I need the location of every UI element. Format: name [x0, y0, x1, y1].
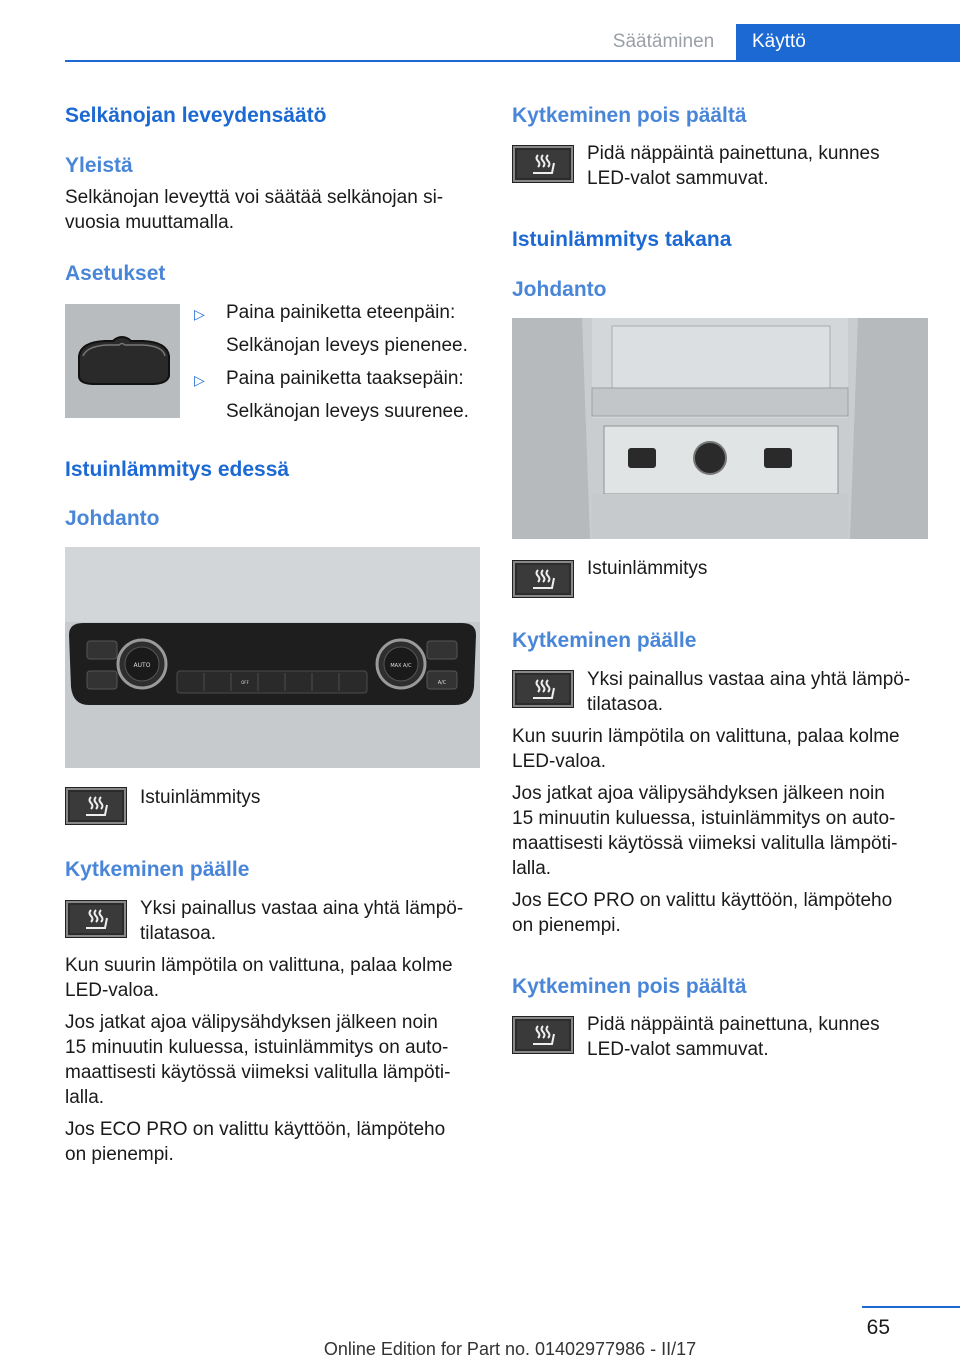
p1-line-1: Kun suurin lämpötila on valittuna, palaa kolme	[65, 955, 453, 976]
heading-rear-seat-heating: Istuinlämmitys takana	[512, 228, 732, 251]
panel-max-label: MAX A/C	[390, 663, 412, 669]
bullet-1-text: Paina painiketta eteenpäin:	[226, 302, 456, 323]
heading-johdanto-front: Johdanto	[65, 507, 160, 530]
p2-line-2: 15 minuutin kuluessa, istuinlämmitys on auto-	[65, 1037, 449, 1058]
bullet-1-result: Selkänojan leveys pienenee.	[226, 335, 468, 356]
seat-heating-icon	[512, 1016, 574, 1054]
on-text-line-1: Yksi painallus vastaa aina yhtä lämpö-	[140, 898, 464, 919]
off-text-line-2: LED-valot sammuvat.	[587, 168, 769, 189]
p2-line-1: Jos jatkat ajoa välipysähdyksen jälkeen noin	[65, 1012, 438, 1033]
page-number: 65	[866, 1316, 890, 1339]
heading-off-front: Kytkeminen pois päältä	[512, 104, 747, 127]
footer-rule	[862, 1306, 960, 1308]
yleista-line-1: Selkänojan leveyttä voi säätää selkänojan si-	[65, 187, 444, 208]
rear-on-text-line-2: tilatasoa.	[587, 694, 664, 715]
rear-p2-line-2: 15 minuutin kuluessa, istuinlämmitys on auto-	[512, 808, 896, 829]
heading-johdanto-rear: Johdanto	[512, 278, 607, 301]
rear-p1-line-2: LED-valoa.	[512, 751, 606, 772]
rear-off-text-line-1: Pidä näppäintä painettuna, kunnes	[587, 1014, 880, 1035]
p2-line-4: lalla.	[65, 1087, 105, 1108]
caption-istuinlammitys-rear: Istuinlämmitys	[587, 558, 708, 579]
heading-asetukset: Asetukset	[65, 262, 166, 285]
p2-line-3: maattisesti käytössä viimeksi valitulla lämpöti-	[65, 1062, 451, 1083]
seat-heating-icon	[512, 670, 574, 708]
rear-console-photo	[512, 318, 928, 539]
heading-front-seat-heating: Istuinlämmitys edessä	[65, 458, 290, 481]
header-rule	[65, 60, 960, 62]
heading-on-front: Kytkeminen päälle	[65, 858, 250, 881]
p1-line-2: LED-valoa.	[65, 980, 159, 1001]
panel-off-label: OFF	[241, 680, 249, 685]
heading-on-rear: Kytkeminen päälle	[512, 629, 697, 652]
rear-on-text-line-1: Yksi painallus vastaa aina yhtä lämpö-	[587, 669, 911, 690]
bullet-triangle-icon: ▷	[194, 372, 205, 388]
bullet-2-result: Selkänojan leveys suurenee.	[226, 401, 469, 422]
seat-heating-icon	[65, 900, 127, 938]
bullet-2-text: Paina painiketta taaksepäin:	[226, 368, 464, 389]
heading-yleista: Yleistä	[65, 154, 133, 177]
rear-p2-line-4: lalla.	[512, 858, 552, 879]
caption-istuinlammitys-front: Istuinlämmitys	[140, 787, 261, 808]
tab-kaytto[interactable]: Käyttö	[736, 24, 960, 60]
section-title: Selkänojan leveydensäätö	[65, 104, 327, 127]
seat-heating-icon	[65, 787, 127, 825]
tab-saataminen[interactable]: Säätäminen	[612, 31, 715, 52]
heading-off-rear: Kytkeminen pois päältä	[512, 975, 747, 998]
rear-off-text-line-2: LED-valot sammuvat.	[587, 1039, 769, 1060]
rear-p3-line-1: Jos ECO PRO on valittu käyttöön, lämpöteho	[512, 890, 893, 911]
rear-p2-line-3: maattisesti käytössä viimeksi valitulla lämpöti-	[512, 833, 898, 854]
off-text-line-1: Pidä näppäintä painettuna, kunnes	[587, 143, 880, 164]
seat-heating-icon	[512, 560, 574, 598]
bullet-triangle-icon: ▷	[194, 306, 205, 322]
rear-p3-line-2: on pienempi.	[512, 915, 621, 936]
yleista-line-2: vuosia muuttamalla.	[65, 212, 234, 233]
p3-line-1: Jos ECO PRO on valittu käyttöön, lämpöteho	[65, 1119, 446, 1140]
backrest-button-photo	[65, 304, 180, 418]
on-text-line-2: tilatasoa.	[140, 923, 217, 944]
rear-p1-line-1: Kun suurin lämpötila on valittuna, palaa kolme	[512, 726, 900, 747]
panel-ac-label: A/C	[437, 680, 447, 686]
front-climate-panel-photo	[65, 547, 480, 768]
rear-p2-line-1: Jos jatkat ajoa välipysähdyksen jälkeen noin	[512, 783, 885, 804]
panel-auto-label: AUTO	[133, 662, 151, 669]
p3-line-2: on pienempi.	[65, 1144, 174, 1165]
seat-heating-icon	[512, 145, 574, 183]
edition-footer: Online Edition for Part no. 01402977986 - II/17	[323, 1339, 697, 1359]
